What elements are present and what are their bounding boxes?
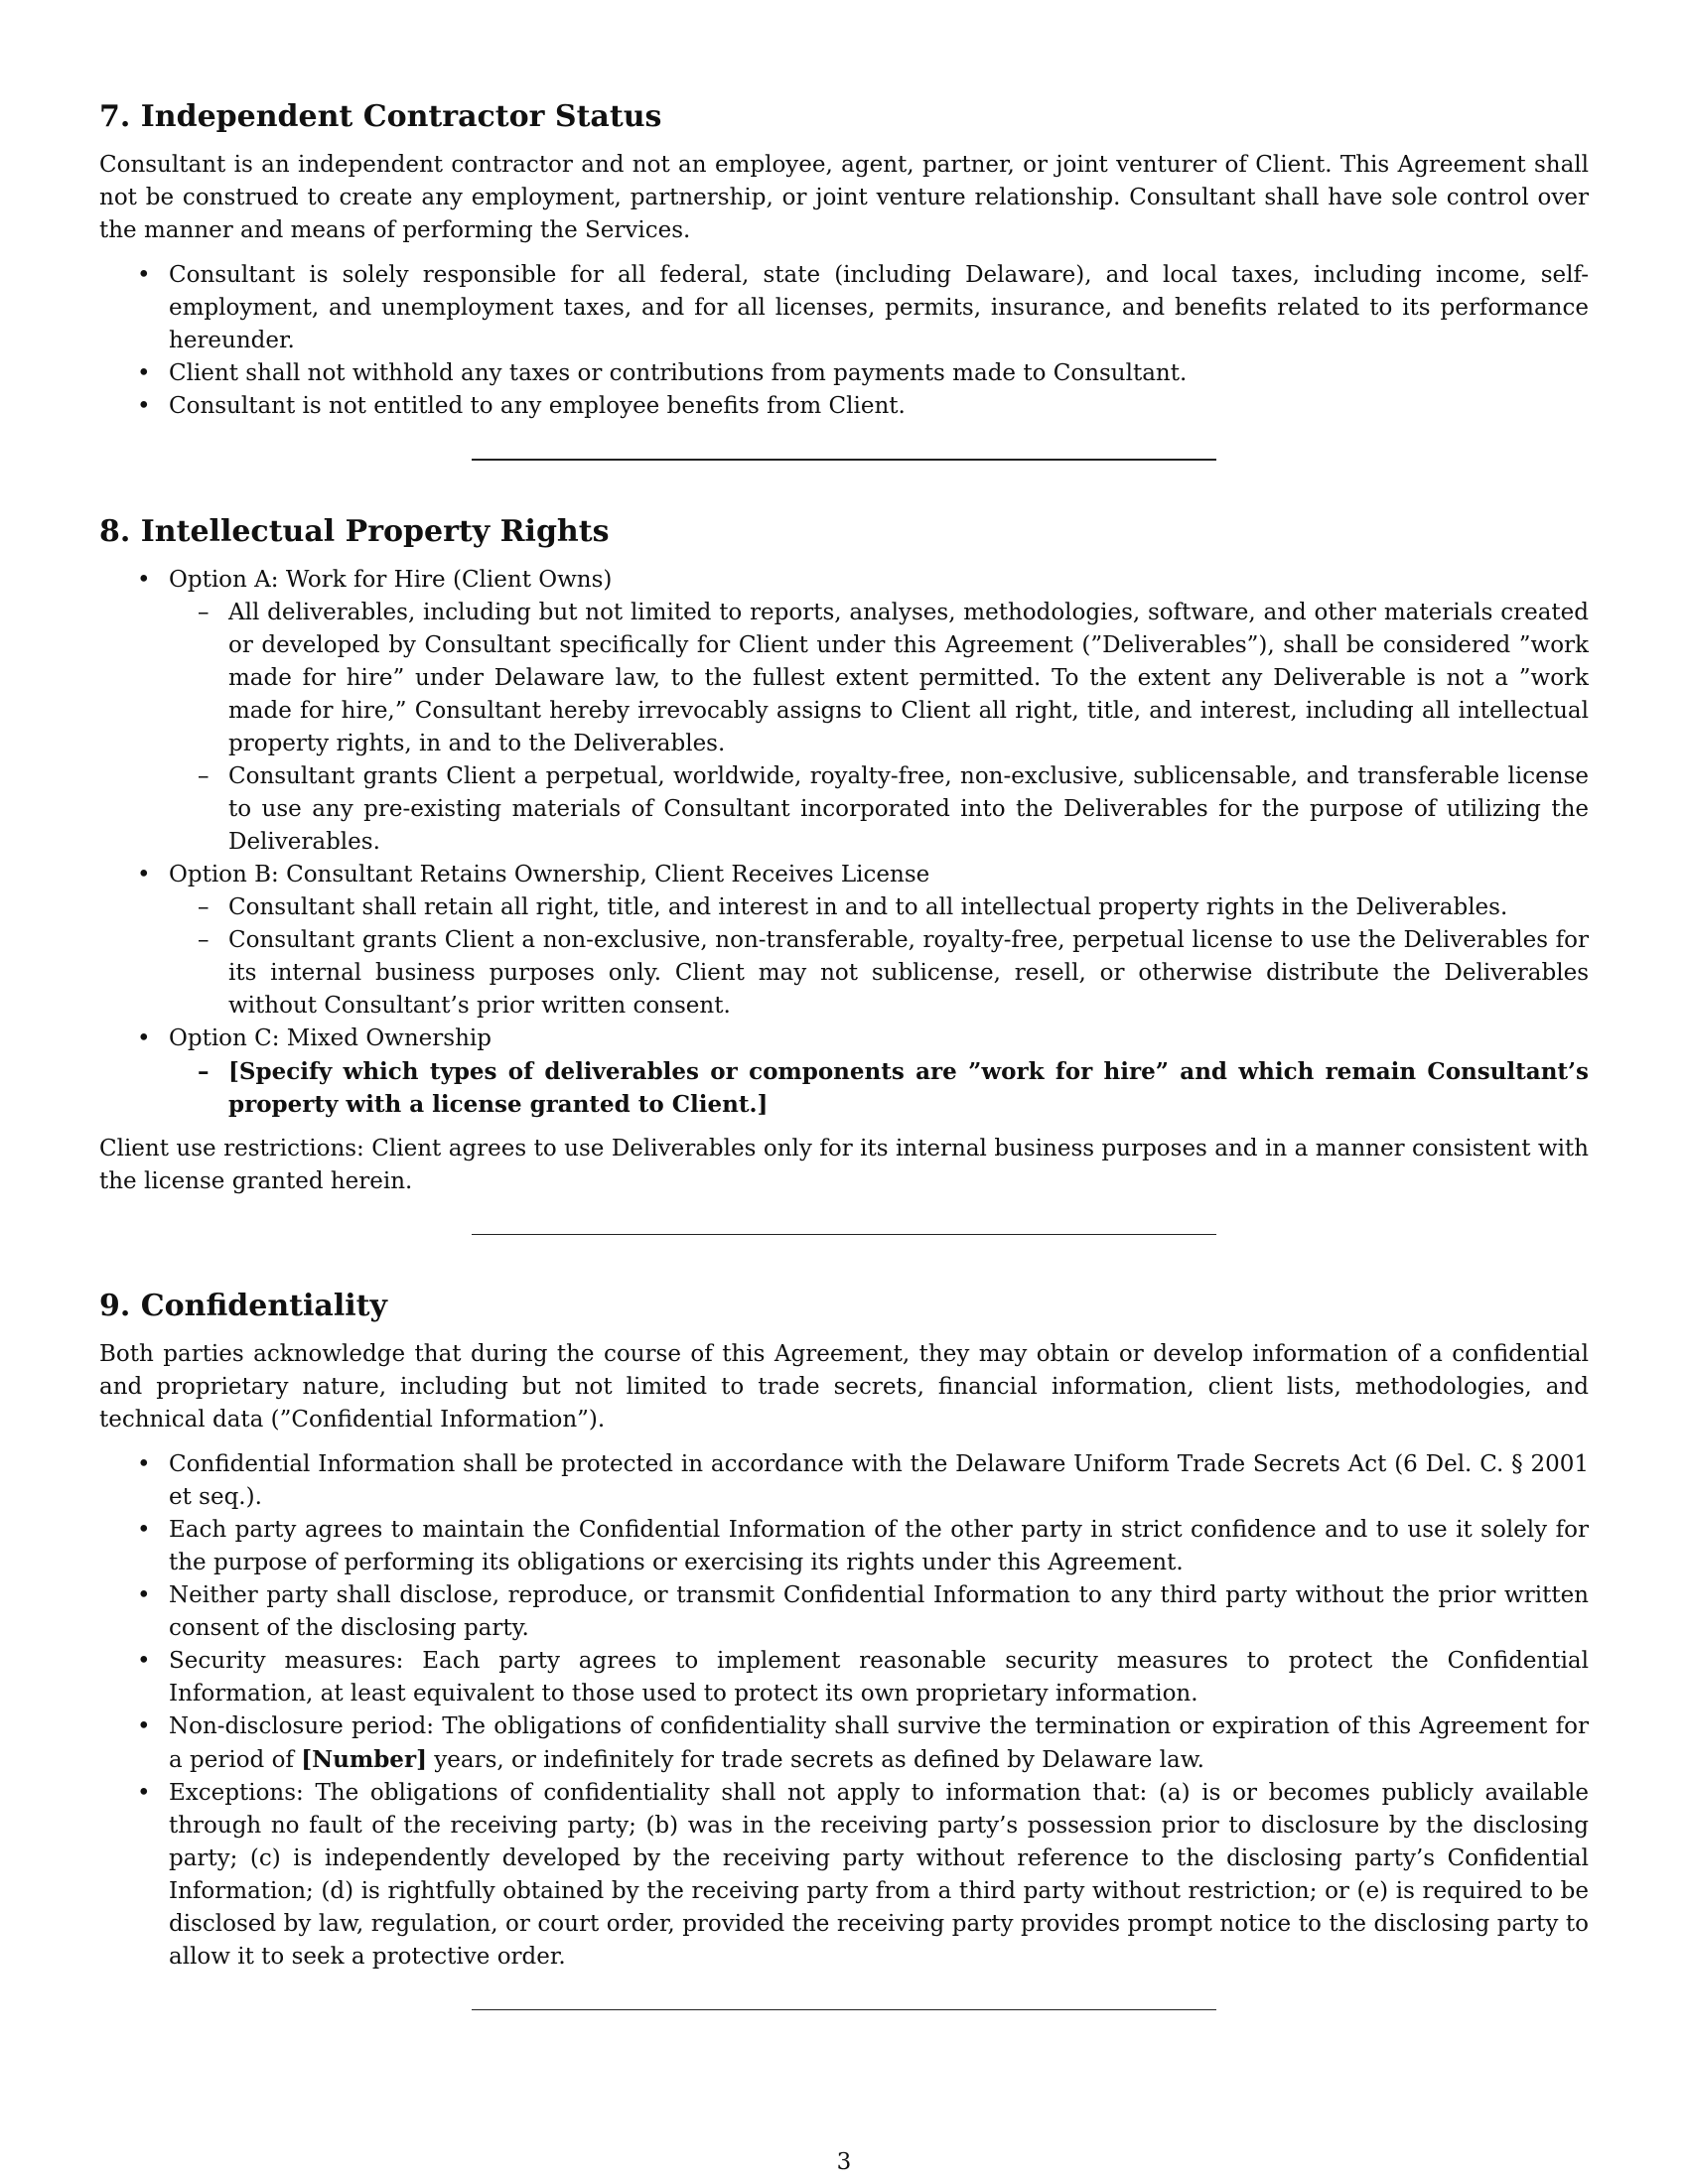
options-list xyxy=(99,564,1589,1121)
option-items xyxy=(169,597,1589,859)
option-a xyxy=(99,564,1589,859)
option-b xyxy=(99,859,1589,1023)
list-item-nondisclosure xyxy=(99,1710,1589,1777)
list-item: – Consultant shall retain all right, title, and interest in and to all intellectual property rights in the Deliverables. xyxy=(169,891,1589,924)
list-item: • Neither party shall disclose, reproduce, or transmit Confidential Information to any third party without the prior written consent of the disclosing party. xyxy=(99,1579,1589,1645)
section-intellectual-property xyxy=(99,514,1589,1198)
section-intro: Both parties acknowledge that during the course of this Agreement, they may obtain or develop information of a confidential and proprietary nature, including but not limited to trade secrets, financial information, client lists, methodologies, and technical data (”Confidential Information”). xyxy=(99,1341,1589,1433)
section-intro: Consultant is an independent contractor and not an employee, agent, partner, or joint venturer of Client. This Agreement shall not be construed to create any employment, partnership, or joint venture relationship. Consultant shall have sole control over the manner and means of performing the Services. xyxy=(99,152,1589,243)
page-number: 3 xyxy=(836,2149,852,2175)
document-page xyxy=(99,99,1589,2064)
bullet-list xyxy=(99,259,1589,423)
number-placeholder: [Number] xyxy=(301,1746,427,1773)
section-heading: 8. Intellectual Property Rights xyxy=(99,514,610,549)
list-item: – Consultant grants Client a non-exclusive, non-transferable, royalty-free, perpetual license to use the Deliverables for its internal business purposes only. Client may not sublicense, resell, or otherwise distribute the Deliverables without Consultant’s prior written consent. xyxy=(169,924,1589,1023)
option-label: Option B: Consultant Retains Ownership, Client Receives License xyxy=(169,862,930,887)
list-item: • Confidential Information shall be protected in accordance with the Delaware Uniform Trade Secrets Act (6 Del. C. § 2001 et seq.). xyxy=(99,1448,1589,1514)
section-divider xyxy=(472,1234,1216,1235)
list-item: • Security measures: Each party agrees to implement reasonable security measures to protect the Confidential Information, at least equivalent to those used to protect its own proprietary information. xyxy=(99,1645,1589,1710)
section-independent-contractor xyxy=(99,99,1589,423)
section-divider xyxy=(472,459,1216,461)
list-item: – Consultant grants Client a perpetual, worldwide, royalty-free, non-exclusive, sublicensable, and transferable license to use any pre-existing materials of Consultant incorporated into the Deliverables for the purpose of utilizing the Deliverables. xyxy=(169,760,1589,859)
list-item: • Client shall not withhold any taxes or contributions from payments made to Consultant. xyxy=(99,357,1589,390)
list-item: – All deliverables, including but not limited to reports, analyses, methodologies, software, and other materials created or developed by Consultant specifically for Client under this Agreement (”Deliverables”), shall be considered ”work made for hire” under Delaware law, to the fullest extent permitted. To the extent any Deliverable is not a ”work made for hire,” Consultant hereby irrevocably assigns to Client all right, title, and interest, including all intellectual property rights, in and to the Deliverables. xyxy=(169,597,1589,760)
option-c xyxy=(99,1023,1589,1121)
option-label: Option C: Mixed Ownership xyxy=(169,1025,492,1051)
list-item: • Each party agrees to maintain the Confidential Information of the other party in strict confidence and to use it solely for the purpose of performing its obligations or exercising its rights under this Agreement. xyxy=(99,1514,1589,1579)
nondisclosure-text: Non-disclosure period: The obligations of confidentiality shall survive the termination or expiration of this Agreement for a period of xyxy=(169,1713,1589,1773)
list-item: • Exceptions: The obligations of confidentiality shall not apply to information that: (a) is or becomes publicly available through no fault of the receiving party; (b) was in the receiving party’s possession prior to disclosure by the disclosing party; (c) is independently developed by the receiving party without reference to the disclosing party’s Confidential Information; (d) is rightfully obtained by the receiving party from a third party without restriction; or (e) is required to be disclosed by law, regulation, or court order, provided the receiving party provides prompt notice to the disclosing party to allow it to seek a protective order. xyxy=(99,1777,1589,1974)
option-items xyxy=(169,1055,1589,1121)
section-heading: 9. Confidentiality xyxy=(99,1289,387,1323)
section-closing: Client use restrictions: Client agrees to use Deliverables only for its internal business purposes and in a manner consistent with the license granted herein. xyxy=(99,1136,1589,1194)
placeholder-instruction: – [Specify which types of deliverables or components are ”work for hire” and which remain Consultant’s property with a license granted to Client.] xyxy=(169,1055,1589,1121)
section-heading: 7. Independent Contractor Status xyxy=(99,99,662,134)
option-items xyxy=(169,891,1589,1023)
section-divider xyxy=(472,2009,1216,2010)
nondisclosure-text-end: years, or indefinitely for trade secrets as defined by Delaware law. xyxy=(426,1747,1204,1773)
option-label: Option A: Work for Hire (Client Owns) xyxy=(169,567,613,593)
section-confidentiality xyxy=(99,1289,1589,1974)
bullet-list xyxy=(99,1448,1589,1974)
list-item: • Consultant is not entitled to any employee benefits from Client. xyxy=(99,390,1589,423)
list-item: • Consultant is solely responsible for all federal, state (including Delaware), and local taxes, including income, self-employment, and unemployment taxes, and for all licenses, permits, insurance, and benefits related to its performance hereunder. xyxy=(99,259,1589,357)
